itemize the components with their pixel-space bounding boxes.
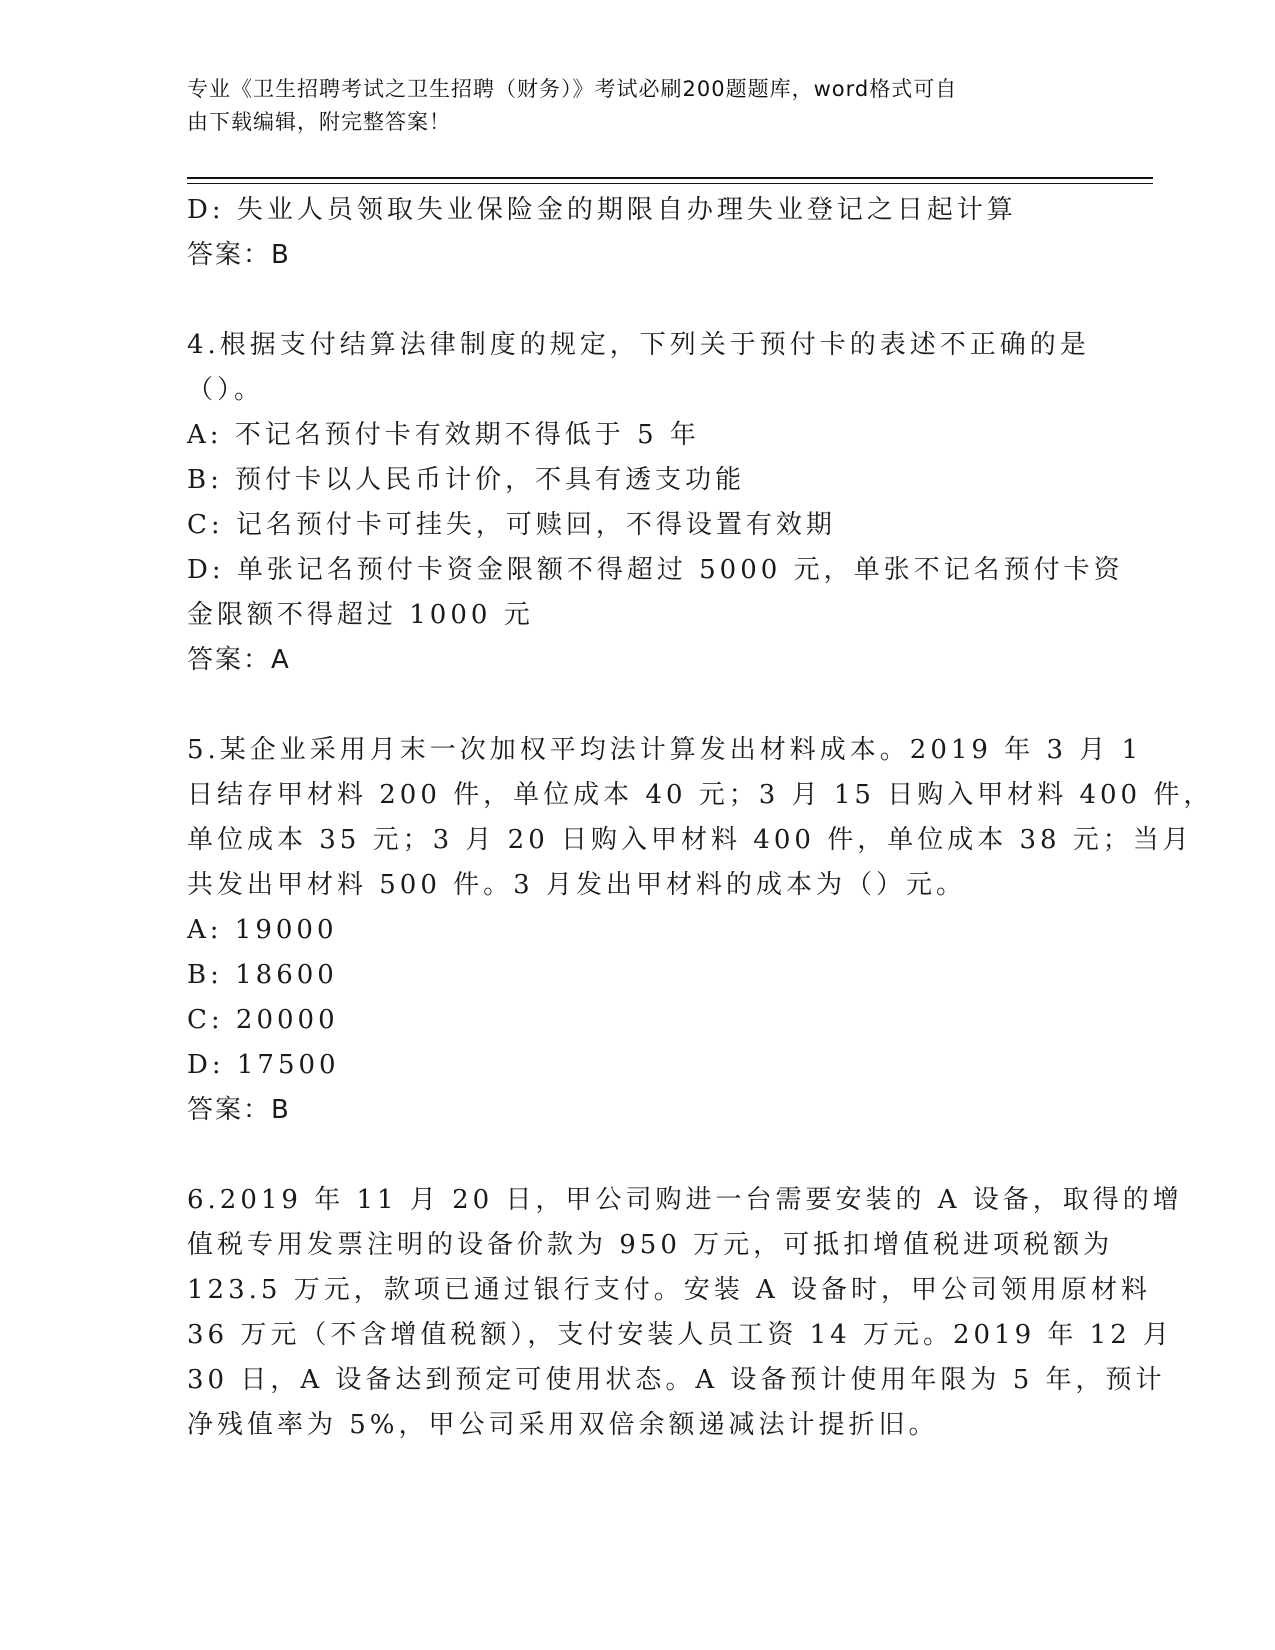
option-a: A: 19000 <box>187 915 338 945</box>
option-b: B: 18600 <box>187 960 338 990</box>
answer-label: 答案：B <box>187 240 291 270</box>
spacer <box>187 1133 1087 1178</box>
question-text-line: 共发出甲材料 500 件。3 月发出甲材料的成本为（）元。 <box>187 870 966 900</box>
question-text-line: 36 万元（不含增值税额），支付安装人员工资 14 万元。2019 年 12 月 <box>187 1320 1174 1350</box>
question-5 <box>187 728 1214 1133</box>
spacer <box>187 683 1087 728</box>
question-text-line: （）。 <box>187 375 265 405</box>
question-text-line: 5.某企业采用月末一次加权平均法计算发出材料成本。2019 年 3 月 1 <box>187 735 1143 765</box>
option-c: C: 20000 <box>187 1005 339 1035</box>
option-c: C: 记名预付卡可挂失，可赎回，不得设置有效期 <box>187 510 836 540</box>
document-header <box>187 73 1067 139</box>
option-a: A: 不记名预付卡有效期不得低于 5 年 <box>187 420 700 450</box>
question-text-line: 净残值率为 5%，甲公司采用双倍余额递减法计提折旧。 <box>187 1410 939 1440</box>
spacer <box>187 278 1087 323</box>
option-d: D: 单张记名预付卡资金限额不得超过 5000 元，单张不记名预付卡资 <box>187 555 1124 585</box>
question-4 <box>187 323 1124 683</box>
question-text-line: 单位成本 35 元；3 月 20 日购入甲材料 400 件，单位成本 38 元；当月 <box>187 825 1193 855</box>
answer-label: 答案：B <box>187 1095 291 1125</box>
option-b: B: 预付卡以人民币计价，不具有透支功能 <box>187 465 746 495</box>
question-text-line: 4.根据支付结算法律制度的规定，下列关于预付卡的表述不正确的是 <box>187 330 1090 360</box>
header-title-line-1: 专业《卫生招聘考试之卫生招聘（财务）》考试必刷200题题库，word格式可自 <box>187 77 958 101</box>
option-d: D: 17500 <box>187 1050 340 1080</box>
header-divider-thick <box>187 177 1153 179</box>
header-title-line-2: 由下载编辑，附完整答案！ <box>187 110 451 134</box>
document-body <box>187 188 1214 1448</box>
question-6 <box>187 1178 1183 1448</box>
question-text-line: 日结存甲材料 200 件，单位成本 40 元；3 月 15 日购入甲材料 400 件， <box>187 780 1214 810</box>
question-3-continuation <box>187 188 1087 278</box>
option-d: D: 失业人员领取失业保险金的期限自办理失业登记之日起计算 <box>187 195 1017 225</box>
question-text-line: 6.2019 年 11 月 20 日，甲公司购进一台需要安装的 A 设备，取得的增 <box>187 1185 1183 1215</box>
option-d-continued: 金限额不得超过 1000 元 <box>187 600 534 630</box>
question-text-line: 30 日，A 设备达到预定可使用状态。A 设备预计使用年限为 5 年，预计 <box>187 1365 1166 1395</box>
question-text-line: 值税专用发票注明的设备价款为 950 万元，可抵扣增值税进项税额为 <box>187 1230 1114 1260</box>
header-divider-thin <box>187 183 1153 184</box>
answer-label: 答案：A <box>187 645 291 675</box>
question-text-line: 123.5 万元，款项已通过银行支付。安装 A 设备时，甲公司领用原材料 <box>187 1275 1152 1305</box>
